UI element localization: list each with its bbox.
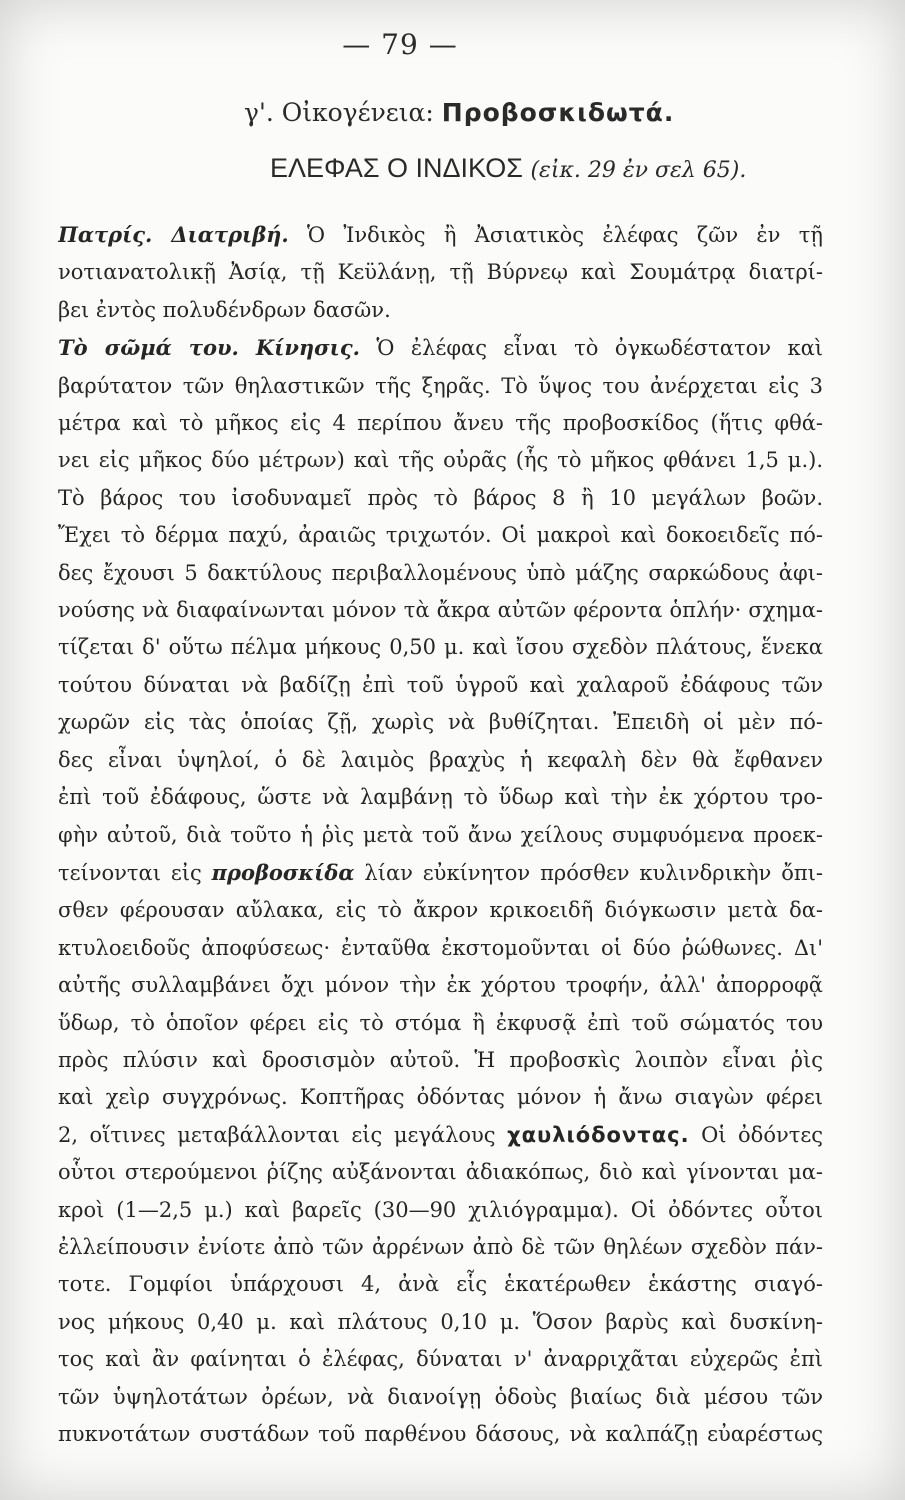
text-line bbox=[58, 1416, 823, 1453]
text-line bbox=[58, 1304, 823, 1341]
text-line bbox=[58, 1229, 823, 1266]
text-line bbox=[58, 1042, 823, 1079]
text-line bbox=[58, 368, 823, 405]
text-line bbox=[58, 1117, 823, 1154]
text-span: δες ἔχουσι 5 δακτύλους περιβαλλομένους ὑπὸ μάζης σαρκώδους ἀφι- bbox=[58, 560, 823, 585]
text-span: αὐτῆς συλλαμβάνει ὄχι μόνον τὴν ἐκ χόρτου τροφήν, ἀλλ' ἀπορροφᾷ bbox=[58, 973, 823, 998]
text-line bbox=[58, 854, 823, 892]
text-span: τῶν ὑψηλοτάτων ὀρέων, νὰ διανοίγῃ ὁδοὺς βιαίως διὰ μέσου τῶν bbox=[58, 1384, 823, 1409]
text-span: Ὁ Ἰνδικὸς ἢ Ἀσιατικὸς ἐλέφας ζῶν ἐν τῇ bbox=[288, 223, 823, 247]
text-span: Ὁ ἐλέφας εἶναι τὸ ὀγκωδέστατον καὶ bbox=[359, 336, 823, 361]
species-title: ΕΛΕΦΑΣ Ο ΙΝΔΙΚΟΣ bbox=[270, 153, 531, 183]
text-line bbox=[58, 817, 823, 854]
text-span: 2, οἵτινες μεταβάλλονται εἰς μεγάλους bbox=[58, 1122, 508, 1147]
text-line bbox=[58, 892, 823, 929]
text-line bbox=[58, 779, 823, 816]
text-span: τούτου δύναται νὰ βαδίζῃ ἐπὶ τοῦ ὑγροῦ καὶ χαλαροῦ ἐδάφους τῶν bbox=[58, 672, 823, 697]
text-span: ἐλλείπουσιν ἐνίοτε ἀπὸ τῶν ἀρρένων ἀπὸ δὲ τῶν θηλέων σχεδὸν πάν- bbox=[58, 1234, 823, 1259]
text-span: τίζεται δ' οὕτω πέλμα μήκους 0,50 μ. καὶ ἴσου σχεδὸν πλάτους, ἕνεκα bbox=[58, 635, 823, 660]
text-span: Ἔχει τὸ δέρμα παχύ, ἀραιῶς τριχωτόν. Οἱ μακροὶ καὶ δοκοειδεῖς πό- bbox=[58, 523, 823, 548]
text-span: νει εἰς μῆκος δύο μέτρων) καὶ τῆς οὐρᾶς (ἧς τὸ μῆκος φθάνει 1,5 μ.). bbox=[58, 448, 823, 473]
text-span: Οἱ ὀδόντες bbox=[689, 1122, 823, 1147]
figure-reference: (εἰκ. 29 ἐν σελ 65). bbox=[530, 158, 747, 183]
text-line bbox=[58, 967, 823, 1004]
text-span: τοτε. Γομφίοι ὑπάρχουσι 4, ἀνὰ εἷς ἑκατέρωθεν ἑκάστης σιαγό- bbox=[58, 1272, 823, 1297]
text-span: κροὶ (1—2,5 μ.) καὶ βαρεῖς (30—90 χιλιόγραμμα). Οἱ ὀδόντες οὗτοι bbox=[58, 1197, 823, 1222]
text-line bbox=[58, 704, 823, 741]
text-span: μέτρα καὶ τὸ μῆκος εἰς 4 περίπου ἄνευ τῆς προβοσκίδος (ἥτις φθά- bbox=[58, 411, 823, 436]
text-line bbox=[58, 292, 823, 329]
text-line bbox=[58, 629, 823, 666]
text-line bbox=[58, 1079, 823, 1116]
text-span: οὗτοι στερούμενοι ῥίζης αὐξάνονται ἀδιακόπως, διὸ καὶ γίνονται μα- bbox=[58, 1160, 823, 1185]
text-span: κτυλοειδοῦς ἀποφύσεως· ἐνταῦθα ἐκστομοῦνται οἱ δύο ῥώθωνες. Δι' bbox=[58, 935, 823, 960]
text-line bbox=[58, 254, 823, 291]
text-line bbox=[58, 1341, 823, 1378]
text-span: δες εἶναι ὑψηλοί, ὁ δὲ λαιμὸς βραχὺς ἡ κεφαλὴ δὲν θὰ ἔφθανεν bbox=[58, 747, 823, 772]
text-line bbox=[58, 442, 823, 479]
family-name: Προβοσκιδωτά. bbox=[441, 98, 675, 127]
text-span: ἐπὶ τοῦ ἐδάφους, ὥστε νὰ λαμβάνῃ τὸ ὕδωρ καὶ τὴν ἐκ χόρτου τρο- bbox=[58, 785, 823, 810]
family-heading bbox=[244, 98, 674, 127]
spaced-term: χαυλιόδοντας. bbox=[507, 1122, 690, 1147]
text-line bbox=[58, 1192, 823, 1229]
text-span: τείνονται εἰς bbox=[58, 860, 212, 885]
text-line bbox=[58, 1266, 823, 1303]
text-span: νούσης νὰ διαφαίνωνται μόνον τὰ ἄκρα αὐτῶν φέροντα ὁπλήν· σχημα- bbox=[58, 598, 823, 623]
paragraph-lead: Τὸ σῶμά του. Κίνησις. bbox=[58, 335, 360, 361]
text-line bbox=[58, 930, 823, 967]
text-span: βαρύτατον τῶν θηλαστικῶν τῆς ξηρᾶς. Τὸ ὕψος του ἀνέρχεται εἰς 3 bbox=[58, 373, 823, 398]
text-line bbox=[58, 592, 823, 629]
text-span: νος μήκους 0,40 μ. καὶ πλάτους 0,10 μ. Ὅσον βαρὺς καὶ δυσκίνη- bbox=[58, 1309, 823, 1334]
text-line bbox=[58, 1154, 823, 1191]
text-line bbox=[58, 480, 823, 517]
text-line bbox=[58, 1005, 823, 1042]
text-span: φὴν αὐτοῦ, διὰ τοῦτο ἡ ῥὶς μετὰ τοῦ ἄνω χείλους συμφυόμενα προεκ- bbox=[58, 822, 823, 847]
text-span: καὶ χεὶρ συγχρόνως. Κοπτῆρας ὀδόντας μόνον ἡ ἄνω σιαγὼν φέρει bbox=[58, 1085, 823, 1110]
paragraph-lead: Πατρίς. Διατριβή. bbox=[58, 222, 289, 247]
text-line bbox=[58, 742, 823, 779]
text-line bbox=[58, 405, 823, 442]
text-span: πρὸς πλύσιν καὶ δροσισμὸν αὐτοῦ. Ἡ προβοσκὶς λοιπὸν εἶναι ῥὶς bbox=[58, 1047, 823, 1072]
text-span: ὕδωρ, τὸ ὁποῖον φέρει εἰς τὸ στόμα ἢ ἐκφυσᾷ ἐπὶ τοῦ σώματός του bbox=[58, 1010, 823, 1035]
text-span: χωρῶν εἰς τὰς ὁποίας ζῇ, χωρὶς νὰ βυθίζηται. Ἐπειδὴ οἱ μὲν πό- bbox=[58, 710, 823, 735]
body-text bbox=[58, 216, 823, 1453]
text-line bbox=[58, 555, 823, 592]
species-heading bbox=[270, 153, 746, 184]
page-number: — 79 — bbox=[342, 28, 458, 61]
text-span: νοτιανατολικῇ Ἀσίᾳ, τῇ Κεϋλάνῃ, τῇ Βύρνεῳ καὶ Σουμάτρᾳ διατρί- bbox=[58, 260, 823, 285]
family-label: γ'. Οἰκογένεια: bbox=[244, 98, 442, 127]
text-span: Τὸ βάρος του ἰσοδυναμεῖ πρὸς τὸ βάρος 8 ἢ 10 μεγάλων βοῶν. bbox=[58, 485, 823, 510]
text-span: πυκνοτάτων συστάδων τοῦ παρθένου δάσους, νὰ καλπάζῃ εὐαρέστως bbox=[58, 1422, 823, 1446]
text-line bbox=[58, 517, 823, 554]
text-line bbox=[58, 216, 823, 254]
text-line bbox=[58, 1379, 823, 1416]
text-span: τος καὶ ἂν φαίνηται ὁ ἐλέφας, δύναται ν' ἀναρριχᾶται εὐχερῶς ἐπὶ bbox=[58, 1347, 823, 1372]
text-span: σθεν φέρουσαν αὔλακα, εἰς τὸ ἄκρον κρικοειδῆ διόγκωσιν μετὰ δα- bbox=[58, 898, 823, 923]
text-line bbox=[58, 667, 823, 704]
text-line bbox=[58, 329, 823, 367]
emphasized-term: προβοσκίδα bbox=[211, 859, 355, 885]
text-span: βει ἐντὸς πολυδένδρων δασῶν. bbox=[58, 297, 391, 322]
text-span: λίαν εὐκίνητον πρόσθεν κυλινδρικὴν ὄπι- bbox=[354, 860, 823, 885]
